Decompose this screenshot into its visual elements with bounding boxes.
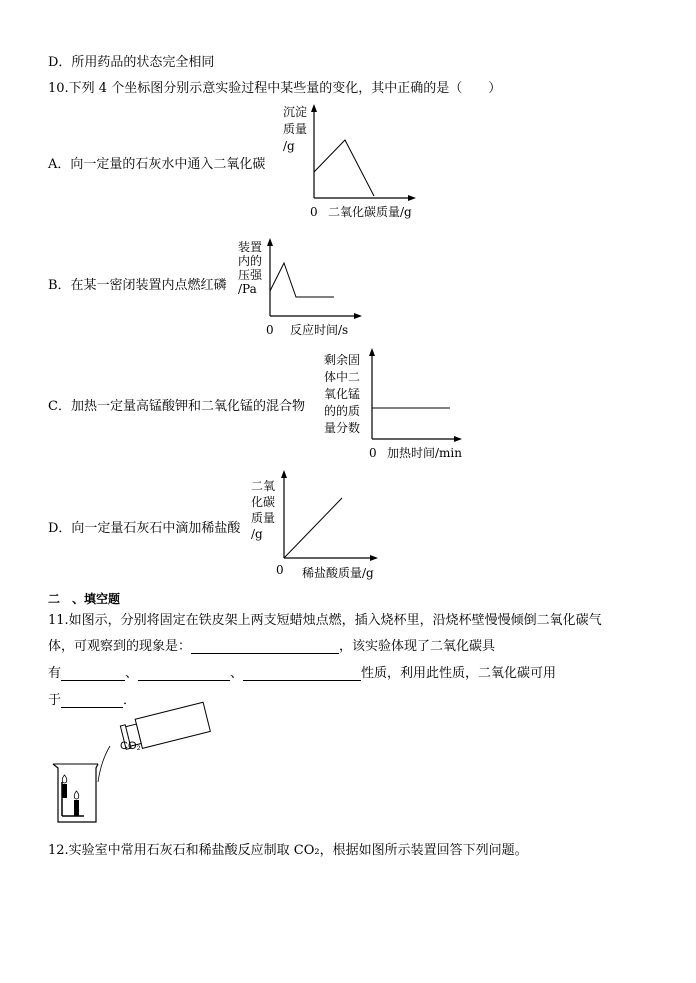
graph-c-x-arrow <box>454 436 462 442</box>
section-fill-in-heading: 二 、填空题 <box>48 592 121 606</box>
flame-tall <box>62 775 67 783</box>
graph-a-x-arrow <box>408 195 416 201</box>
question-11-line-4-text: 于 <box>48 693 62 708</box>
graph-a-curve <box>314 140 374 196</box>
graph-d-x-arrow <box>370 555 378 561</box>
question-12-text: 12.实验室中常用石灰石和稀盐酸反应制取 CO₂，根据如图所示装置回答下列问题。 <box>48 843 528 858</box>
question-11-line-1: 11.如图示，分别将固定在铁皮架上两支短蜡烛点燃，插入烧杯里，沿烧杯壁慢慢倾倒二氧化碳气 <box>48 613 602 628</box>
graph-b <box>262 234 372 324</box>
graph-a-ylabel-line: 沉淀 <box>283 105 308 119</box>
graph-c-ylabel-line: 量分数 <box>324 421 361 435</box>
graph-d-curve <box>284 498 342 558</box>
blank-separator: 、 <box>230 666 244 681</box>
question-11-line-3 <box>48 662 556 681</box>
option-d-prev-question: D．所用药品的状态完全相同 <box>48 55 215 70</box>
graph-d-origin: 0 <box>276 563 284 577</box>
option-d-text: D．向一定量石灰石中滴加稀盐酸 <box>48 521 241 536</box>
question-11-line-2-text-end: ，该实验体现了二氧化碳具 <box>339 639 496 654</box>
property-answer-blank-1[interactable] <box>61 666 125 681</box>
graph-a-ylabel-line: /g <box>283 139 295 153</box>
graph-b-ylabel-line: 内的 <box>238 254 263 268</box>
candle-short <box>74 800 79 816</box>
graph-a <box>300 100 430 210</box>
graph-d-y-arrow <box>281 470 287 478</box>
graph-d-ylabel-line: 二氧 <box>251 479 276 493</box>
graph-c-xlabel: 加热时间/min <box>387 446 462 460</box>
question-11-line-4 <box>48 689 136 708</box>
graph-d-ylabel-line: /g <box>251 527 263 541</box>
question-11-line-4-end: ． <box>123 693 137 708</box>
graph-c-ylabel-line: 体中二 <box>324 370 361 384</box>
graph-b-ylabel-line: 装置 <box>238 240 263 254</box>
graph-d-ylabel-line: 质量 <box>251 511 276 525</box>
graph-d-xlabel: 稀盐酸质量/g <box>302 566 374 580</box>
graph-b-curve <box>270 263 334 297</box>
graph-c-y-arrow <box>369 348 375 356</box>
question-11-line-2-text: 体，可观察到的现象是： <box>48 639 192 654</box>
property-answer-blank-3[interactable] <box>243 666 361 681</box>
question-11-line-2 <box>48 635 495 654</box>
graph-c-origin: 0 <box>369 446 377 460</box>
graph-c-ylabel-line: 剩余固 <box>324 353 361 367</box>
graph-d-ylabel-line: 化碳 <box>251 495 276 509</box>
phenomenon-answer-blank[interactable] <box>191 639 339 654</box>
property-answer-blank-2[interactable] <box>138 666 230 681</box>
co2-beaker-illustration <box>50 712 175 827</box>
graph-c <box>364 344 474 444</box>
option-a-text: A．向一定量的石灰水中通入二氧化碳 <box>48 157 266 172</box>
graph-b-xlabel: 反应时间/s <box>290 323 349 337</box>
graph-b-ylabel-line: 压强 <box>238 268 263 282</box>
candle-tall <box>62 784 67 798</box>
graph-a-y-arrow <box>311 104 317 112</box>
question-11-line-3-text: 有 <box>48 666 62 681</box>
blank-separator: 、 <box>125 666 139 681</box>
option-c-text: C．加热一定量高锰酸钾和二氧化锰的混合物 <box>48 399 305 414</box>
graph-a-xlabel: 二氧化碳质量/g <box>328 205 412 219</box>
graph-d <box>276 466 386 566</box>
graph-b-ylabel <box>238 240 262 296</box>
graph-b-y-arrow <box>267 238 273 246</box>
graph-d-ylabel <box>251 478 275 542</box>
gas-stream <box>98 746 110 782</box>
graph-c-ylabel <box>324 352 360 437</box>
graph-a-ylabel-line: 质量 <box>283 122 308 136</box>
question-10-stem: 10.下列 4 个坐标图分别示意实验过程中某些量的变化，其中正确的是（ ） <box>48 81 502 96</box>
use-answer-blank[interactable] <box>61 693 123 708</box>
graph-b-x-arrow <box>354 313 362 319</box>
graph-c-ylabel-line: 氧化锰 <box>324 387 361 401</box>
graph-a-origin: 0 <box>310 205 318 219</box>
option-b-text: B．在某一密闭装置内点燃红磷 <box>48 278 227 293</box>
co2-bottle-label: CO₂ <box>120 740 141 752</box>
graph-b-origin: 0 <box>266 323 274 337</box>
graph-b-ylabel-line: /Pa <box>238 282 257 296</box>
flame-short <box>74 791 79 799</box>
graph-c-ylabel-line: 的的质 <box>324 404 361 418</box>
question-11-line-3-text-end: 性质，利用此性质，二氧化碳可用 <box>361 666 557 681</box>
